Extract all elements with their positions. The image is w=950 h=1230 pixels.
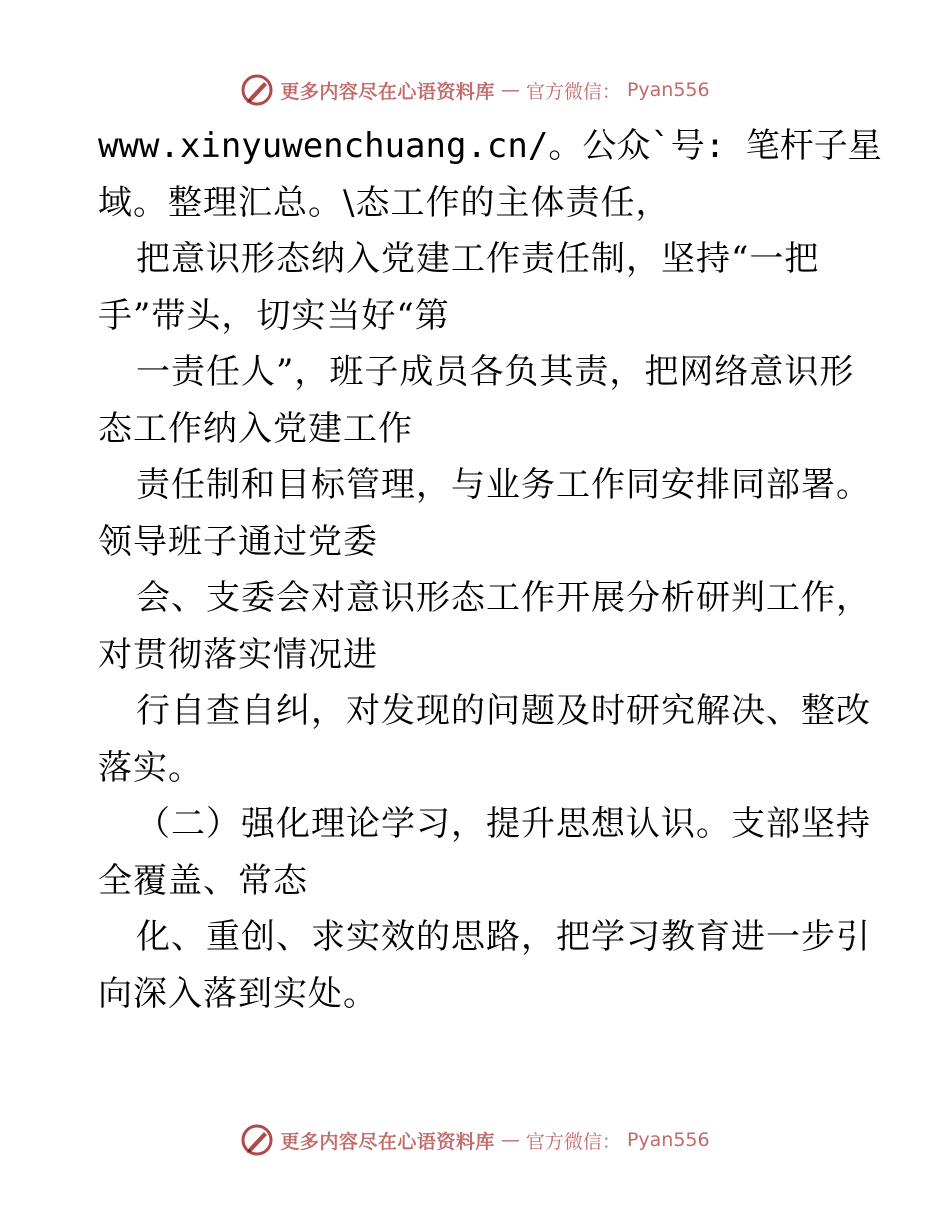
- body-line: 落实。: [98, 747, 203, 788]
- body-line: www.xinyuwenchuang.cn/。公众`号: 笔杆子星: [98, 126, 882, 166]
- footer-dash: —: [500, 1129, 520, 1151]
- body-line: 化、重创、求实效的思路，把学习教育进一步引: [136, 917, 871, 957]
- body-line: 行自查自纠，对发现的问题及时研究解决、整改: [136, 691, 871, 731]
- pen-logo-icon: [240, 1123, 274, 1157]
- body-line: 领导班子通过党委: [98, 521, 378, 562]
- body-line: 手”带头，切实当好“第: [98, 295, 450, 336]
- body-line: 一责任人”，班子成员各负其责，把网络意识形: [136, 352, 855, 392]
- header-banner: [0, 70, 950, 110]
- body-line: 对贯彻落实情况进: [98, 634, 378, 675]
- header-wechat-label: 官方微信：: [525, 80, 621, 103]
- body-line: 会、支委会对意识形态工作开展分析研判工作，: [136, 578, 871, 618]
- footer-wechat-id: Pyan556: [626, 1129, 710, 1151]
- body-line: 把意识形态纳入党建工作责任制，坚持“一把: [136, 239, 820, 279]
- header-brand-text: 更多内容尽在心语资料库: [280, 80, 495, 103]
- footer-banner: [0, 1120, 950, 1160]
- header-wechat-id: Pyan556: [626, 79, 710, 101]
- body-line: 向深入落到实处。: [98, 973, 378, 1014]
- body-line: 责任制和目标管理，与业务工作同安排同部署。: [136, 465, 871, 505]
- footer-wechat-label: 官方微信：: [525, 1130, 621, 1153]
- document-body: [98, 118, 882, 1022]
- footer-brand-text: 更多内容尽在心语资料库: [280, 1130, 495, 1153]
- pen-logo-icon: [240, 73, 274, 107]
- body-line: 域。整理汇总。\态工作的主体责任，: [98, 182, 671, 223]
- header-dash: —: [500, 79, 520, 101]
- body-line: （二）强化理论学习，提升思想认识。支部坚持: [136, 804, 871, 844]
- body-line: 态工作纳入党建工作: [98, 408, 413, 449]
- body-line: 全覆盖、常态: [98, 860, 308, 901]
